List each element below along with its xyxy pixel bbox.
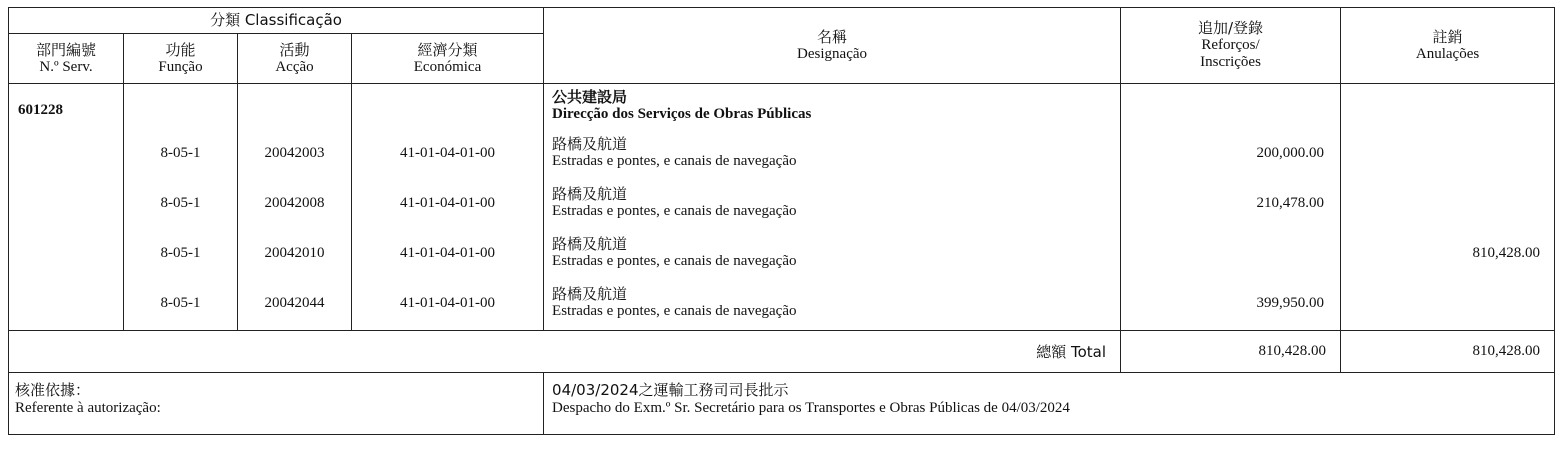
table-row-funcao: 8-05-1 (160, 144, 201, 161)
table-row-anulacoes: 810,428.00 (1472, 244, 1541, 261)
economica-pt-label: Económica (413, 58, 482, 75)
dept-column (9, 84, 124, 331)
table-row-economica: 41-01-04-01-00 (400, 194, 495, 211)
dept-header (9, 34, 124, 84)
designation-zh: 路橋及航道 (552, 285, 628, 303)
designation-pt: Estradas e pontes, e canais de navegação (552, 153, 797, 169)
table-row-accao: 20042010 (264, 244, 325, 261)
economica-column (352, 84, 544, 331)
funcao-zh-label: 功能 (165, 40, 196, 59)
table-row-funcao: 8-05-1 (160, 294, 201, 311)
anulacoes-column (1341, 84, 1555, 331)
table-row-reforcos: 210,478.00 (1256, 194, 1325, 211)
table-row-anulacoes (1341, 178, 1554, 228)
designation-pt: Estradas e pontes, e canais de navegação (552, 253, 797, 269)
anulacoes-pt-label: Anulações (1415, 45, 1480, 62)
table-row-anulacoes (1341, 128, 1554, 178)
budget-document (8, 7, 1555, 435)
designation-column (544, 84, 1121, 331)
total-label: 總額 Total (1036, 343, 1107, 361)
dept-name-zh: 公共建設局 (552, 88, 628, 106)
authorization-row (9, 373, 1555, 435)
designation-header (544, 8, 1121, 84)
header-row-1 (9, 8, 1555, 34)
total-label-cell (9, 331, 1121, 373)
table-row-reforcos: 200,000.00 (1256, 144, 1325, 161)
designation-pt-label: Designação (797, 45, 868, 62)
designation-zh: 路橋及航道 (552, 135, 628, 153)
table-row-designation (544, 228, 1120, 278)
table-row-reforcos: 399,950.00 (1256, 294, 1325, 311)
classification-label: 分類 Classificação (210, 11, 342, 29)
total-anulacoes: 810,428.00 (1341, 331, 1555, 373)
table-row-accao: 20042003 (264, 144, 325, 161)
budget-table (8, 7, 1555, 435)
authorization-text-cell (544, 373, 1555, 435)
reforcos-header (1121, 8, 1341, 84)
table-row-economica: 41-01-04-01-00 (400, 294, 495, 311)
reforcos-pt-label-1: Reforços/ (1201, 37, 1260, 53)
authorization-label-cell (9, 373, 544, 435)
dept-pt-label: N.º Serv. (39, 58, 93, 75)
authorization-text-pt: Despacho do Exm.º Sr. Secretário para os Transportes e Obras Públicas de 04/03/2024 (552, 400, 1070, 416)
funcao-column (124, 84, 238, 331)
table-row-economica: 41-01-04-01-00 (400, 144, 495, 161)
anulacoes-zh-label: 註銷 (1432, 27, 1463, 46)
anulacoes-header (1341, 8, 1555, 84)
table-row-designation (544, 278, 1120, 328)
dept-name (544, 84, 1120, 128)
authorization-text-zh: 04/03/2024之運輸工務司司長批示 (552, 381, 789, 399)
funcao-pt-label: Função (158, 58, 203, 75)
table-row-economica: 41-01-04-01-00 (400, 244, 495, 261)
designation-zh: 路橋及航道 (552, 235, 628, 253)
economica-zh-label: 經濟分類 (417, 40, 478, 59)
table-row-designation (544, 178, 1120, 228)
accao-column (238, 84, 352, 331)
reforcos-pt-label-2: Inscrições (1200, 54, 1261, 70)
table-row-anulacoes (1341, 278, 1554, 328)
body-row (9, 84, 1555, 331)
total-reforcos: 810,428.00 (1121, 331, 1341, 373)
accao-header (238, 34, 352, 84)
table-row-funcao: 8-05-1 (160, 194, 201, 211)
classification-header (9, 8, 544, 34)
designation-zh: 路橋及航道 (552, 185, 628, 203)
designation-pt: Estradas e pontes, e canais de navegação (552, 203, 797, 219)
designation-pt: Estradas e pontes, e canais de navegação (552, 303, 797, 319)
dept-name-pt: Direcção dos Serviços de Obras Públicas (552, 106, 812, 122)
reforcos-column (1121, 84, 1341, 331)
accao-pt-label: Acção (275, 58, 314, 75)
dept-zh-label: 部門編號 (35, 40, 96, 59)
accao-zh-label: 活動 (279, 40, 310, 59)
table-row-accao: 20042008 (264, 194, 325, 211)
designation-zh-label: 名稱 (817, 27, 848, 46)
dept-code: 601228 (18, 102, 63, 118)
funcao-header (124, 34, 238, 84)
reforcos-zh-label: 追加/登錄 (1198, 19, 1264, 37)
table-row-designation (544, 128, 1120, 178)
economica-header (352, 34, 544, 84)
authorization-label-zh: 核准依據： (15, 381, 91, 399)
total-row (9, 331, 1555, 373)
table-row-accao: 20042044 (264, 294, 325, 311)
table-row-funcao: 8-05-1 (160, 244, 201, 261)
table-row-reforcos (1121, 228, 1340, 278)
authorization-label-pt: Referente à autorização: (15, 400, 161, 416)
